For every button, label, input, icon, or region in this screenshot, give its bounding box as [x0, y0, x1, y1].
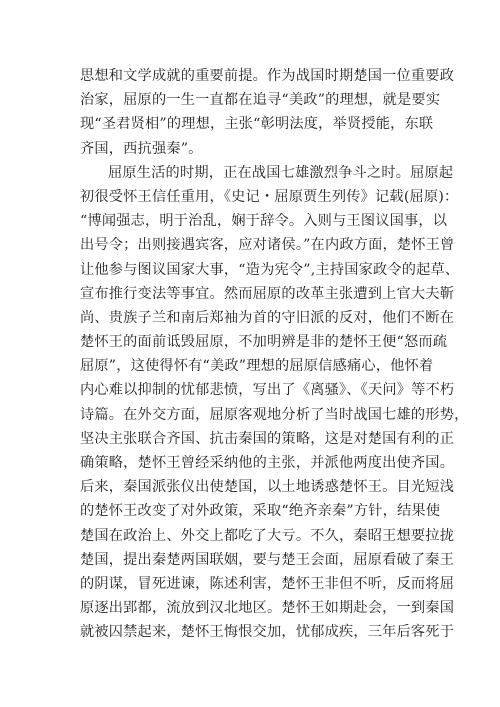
text-line: 楚国在政治上、外交上都吃了大亏。不久，秦昭王想要拉拢 [80, 527, 455, 544]
text-line: 的阴谋，冒死进谏，陈述利害，楚怀王非但不听，反而将屈 [80, 575, 455, 592]
text-line: 齐国，西抗强秦”。 [80, 140, 203, 157]
text-line: 楚怀王的面前诋毁屈原，不加明辨是非的楚怀王便“怒而疏 [80, 334, 448, 351]
text-line: 原逐出郢都，流放到汉北地区。楚怀王如期赴会，一到秦国 [80, 600, 455, 617]
text-line: 诗篇。在外交方面，屈原客观地分析了当时战国七雄的形势， [80, 406, 469, 423]
text-line: 的楚怀王改变了对外政策，采取“绝齐亲秦”方针，结果使 [80, 503, 441, 520]
text-line: 坚决主张联合齐国、抗击秦国的策略，这是对楚国有利的正 [80, 430, 455, 447]
text-line: 楚国，提出秦楚两国联姻，要与楚王会面，屈原看破了秦王 [80, 551, 455, 568]
text-line: 现“圣君贤相”的理想，主张“彰明法度，举贤授能，东联 [80, 116, 434, 133]
text-line: 就被囚禁起来，楚怀王悔恨交加，忧郁成疾，三年后客死于 [80, 624, 455, 641]
text-line: 确策略，楚怀王曾经采纳他的主张，并派他两度出使齐国。 [80, 455, 455, 471]
text-line: 出号令；出则接遇宾客，应对诸侯。”在内政方面，楚怀王曾 [80, 237, 455, 254]
text-line: 初很受怀王信任重用，《史记・屈原贾生列传》记载(屈原)： [80, 188, 459, 205]
text-line: 让他参与图议国家大事，“造为宪令”,主持国家政令的起草、 [80, 261, 460, 278]
text-line: 思想和文学成就的重要前提。作为战国时期楚国一位重要政 [80, 68, 455, 84]
text-line: 屈原”，这使得怀有“美政”理想的屈原信感痛心，他怀着 [80, 358, 434, 375]
text-line: 后来，秦国派张仪出使楚国，以土地诱惑楚怀王。目光短浅 [80, 479, 455, 496]
paragraph-first-line: 屈原生活的时期，正在战国七雄激烈争斗之时。屈原起 [108, 164, 454, 181]
body-text [80, 64, 469, 645]
text-line: 治家，屈原的一生一直都在追寻“美政”的理想，就是要实 [80, 92, 441, 109]
text-line: 尚、贵族子兰和南后郑袖为首的守旧派的反对，他们不断在 [80, 309, 455, 326]
text-line: 宣布推行变法等事宜。然而屈原的改革主张遭到上官大夫靳 [80, 285, 455, 302]
text-line: “博闻强志，明于治乱，娴于辞令。入则与王图议国事，以 [80, 213, 448, 230]
text-line: 内心难以抑制的忧郁悲愤，写出了《离骚》、《天问》等不朽 [80, 382, 455, 399]
